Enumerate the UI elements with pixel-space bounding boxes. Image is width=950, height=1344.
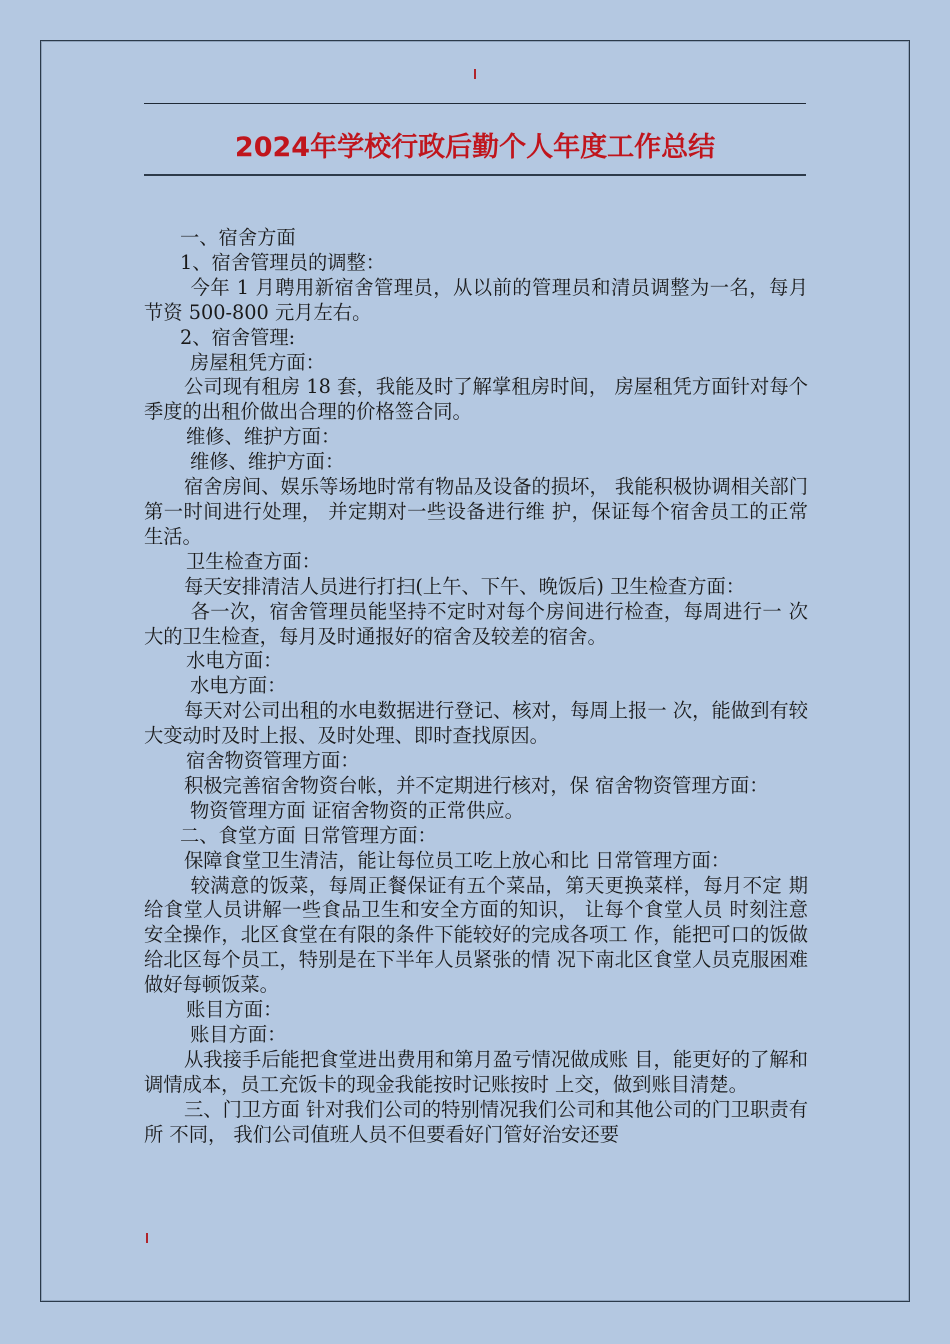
paragraph: 保障食堂卫生清洁，能让每位员工吃上放心和比 日常管理方面： xyxy=(184,848,731,872)
document-title: 2024年学校行政后勤个人年度工作总结 xyxy=(234,132,716,163)
subheading: 卫生检查方面： xyxy=(186,549,321,573)
document-body xyxy=(144,226,808,1148)
paragraph: 公司现有租房 18 套，我能及时了解掌租房时间， 房屋租凭方面针对每个季度的出租价做出合理的价格签合同。 xyxy=(144,375,808,424)
paragraph: 各一次，宿舍管理员能坚持不定时对每个房间进行检查，每周进行一 次大的卫生检查，每月及时通报好的宿舍及较差的宿舍。 xyxy=(144,599,808,648)
subheading: 维修、维护方面： xyxy=(186,425,341,449)
subheading: 账目方面： xyxy=(186,998,283,1022)
top-margin-mark xyxy=(474,69,476,79)
title-rule xyxy=(144,174,806,176)
subheading: 维修、维护方面： xyxy=(190,450,345,474)
section-heading-gatekeeping: 三、门卫方面 针对我们公司的特别情况我们公司和其他公司的门卫职责有所 不同， 我们公司值班人员不但要看好门管好治安还要 xyxy=(144,1097,808,1146)
subheading: 账目方面： xyxy=(190,1023,287,1046)
paragraph: 每天安排清洁人员进行打扫(上午、下午、晚饭后) 卫生检查方面： xyxy=(184,574,746,598)
paragraph: 从我接手后能把食堂进出费用和第月盈亏情况做成账 目，能更好的了解和调情成本，员工充饭卡的现金我能按时记账按时 上交，做到账目清楚。 xyxy=(144,1047,808,1096)
section-heading-dormitory: 一、宿舍方面 xyxy=(180,226,296,249)
paragraph: 今年 1 月聘用新宿舍管理员，从以前的管理员和清员调整为一名，每月节资 500-800 元月左右。 xyxy=(144,275,808,324)
paragraph: 积极完善宿舍物资台帐，并不定期进行核对，保 宿舍物资管理方面： xyxy=(184,773,769,797)
subheading-dorm-manager: 1、宿舍管理员的调整： xyxy=(180,250,386,274)
paragraph: 每天对公司出租的水电数据进行登记、核对，每周上报一 次，能做到有较大变动时及时上报、及时处理、即时查找原因。 xyxy=(144,699,808,748)
section-heading-canteen: 二、食堂方面 日常管理方面： xyxy=(180,823,437,847)
paragraph: 较满意的饭菜，每周正餐保证有五个菜品，第天更换菜样，每月不定 期给食堂人员讲解一些食品卫生和安全方面的知识， 让每个食堂人员 时刻注意安全操作，北区食堂在有限的条件下能较好的完成各项工 作，能把可口的饭做给北区每个员工，特别是在下半年人员紧张的情 况下南北区食堂人员克服困难做好每顿饭菜。 xyxy=(144,873,808,997)
subheading: 水电方面： xyxy=(186,649,283,673)
subheading-dorm-management: 2、宿舍管理: xyxy=(180,325,296,349)
paragraph: 宿舍房间、娱乐等场地时常有物品及设备的损坏， 我能积极协调相关部门第一时间进行处理， 并定期对一些设备进行维 护，保证每个宿舍员工的正常生活。 xyxy=(144,475,808,548)
subheading: 物资管理方面 证宿舍物资的正常供应。 xyxy=(190,798,524,822)
subheading: 宿舍物资管理方面： xyxy=(186,749,360,773)
subheading: 水电方面： xyxy=(190,674,287,698)
header-rule xyxy=(144,103,806,104)
subheading: 房屋租凭方面： xyxy=(190,350,325,374)
bottom-margin-mark xyxy=(146,1233,148,1243)
